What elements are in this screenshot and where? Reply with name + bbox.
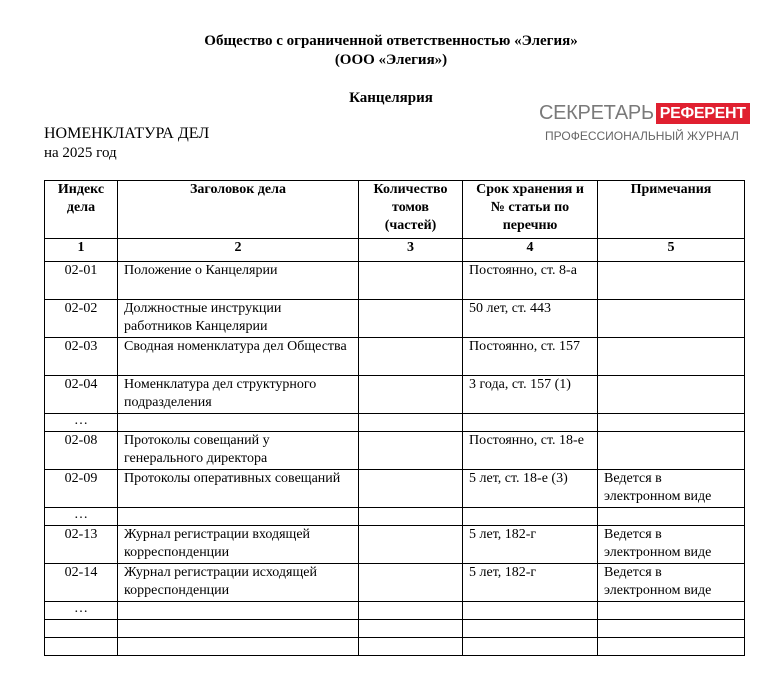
table-row — [45, 338, 745, 376]
cell-storage — [463, 602, 598, 620]
cell-storage: 5 лет, 182-г — [463, 564, 598, 602]
cell-title: Положение о Канцелярии — [118, 262, 359, 300]
cell-volumes — [359, 338, 463, 376]
cell-notes — [598, 414, 745, 432]
cell-index: 02-09 — [45, 470, 118, 508]
cell-index: 02-01 — [45, 262, 118, 300]
cell-notes: Ведется в электронном виде — [598, 526, 745, 564]
cell-index — [45, 638, 118, 656]
cell-storage — [463, 638, 598, 656]
column-number: 1 — [45, 239, 118, 262]
cell-volumes — [359, 526, 463, 564]
cell-title: Журнал регистрации входящей корреспонденции — [118, 526, 359, 564]
cell-index: … — [45, 508, 118, 526]
table-row — [45, 526, 745, 564]
cell-volumes — [359, 638, 463, 656]
cell-storage: 5 лет, ст. 18-е (3) — [463, 470, 598, 508]
column-number: 3 — [359, 239, 463, 262]
column-number: 2 — [118, 239, 359, 262]
cell-storage: Постоянно, ст. 18-е — [463, 432, 598, 470]
logo-word-sekretar: СЕКРЕТАРЬ — [539, 102, 654, 124]
cell-volumes — [359, 564, 463, 602]
cell-volumes — [359, 262, 463, 300]
cell-volumes — [359, 432, 463, 470]
table-row — [45, 508, 745, 526]
cell-volumes — [359, 620, 463, 638]
cell-notes: Ведется в электронном виде — [598, 564, 745, 602]
column-header-index: Индекс дела — [45, 181, 118, 239]
cell-storage: 50 лет, ст. 443 — [463, 300, 598, 338]
cell-title — [118, 414, 359, 432]
logo-subtitle: ПРОФЕССИОНАЛЬНЫЙ ЖУРНАЛ — [545, 129, 739, 143]
org-short-name: (ООО «Элегия») — [334, 52, 448, 68]
column-header-title: Заголовок дела — [118, 181, 359, 239]
cell-volumes — [359, 602, 463, 620]
table-row — [45, 432, 745, 470]
cell-title: Должностные инструкции работников Канцелярии — [118, 300, 359, 338]
cell-notes — [598, 376, 745, 414]
document-year: на 2025 год — [44, 145, 117, 161]
department-name: Канцелярия — [349, 90, 433, 106]
cell-volumes — [359, 376, 463, 414]
cell-index: 02-04 — [45, 376, 118, 414]
cell-index: 02-13 — [45, 526, 118, 564]
magazine-logo — [539, 101, 746, 143]
cell-notes — [598, 432, 745, 470]
cell-title — [118, 602, 359, 620]
column-number: 4 — [463, 239, 598, 262]
table-row — [45, 470, 745, 508]
table-row — [45, 564, 745, 602]
cell-title: Сводная номенклатура дел Общества — [118, 338, 359, 376]
cell-storage: Постоянно, ст. 157 — [463, 338, 598, 376]
nomenclature-table — [44, 180, 745, 656]
table-row — [45, 602, 745, 620]
cell-notes — [598, 338, 745, 376]
table-row — [45, 414, 745, 432]
cell-index: 02-14 — [45, 564, 118, 602]
cell-storage: Постоянно, ст. 8-а — [463, 262, 598, 300]
cell-storage — [463, 508, 598, 526]
column-header-volumes: Количество томов (частей) — [359, 181, 463, 239]
column-header-notes: Примечания — [598, 181, 745, 239]
cell-title: Протоколы совещаний у генерального директора — [118, 432, 359, 470]
cell-index: … — [45, 414, 118, 432]
table-header-row — [45, 181, 745, 239]
cell-storage — [463, 414, 598, 432]
cell-storage — [463, 620, 598, 638]
logo-word-referent: РЕФЕРЕНТ — [656, 103, 750, 124]
cell-volumes — [359, 508, 463, 526]
org-name: Общество с ограниченной ответственностью «Элегия» — [204, 33, 578, 49]
cell-title — [118, 508, 359, 526]
table-row — [45, 262, 745, 300]
cell-storage: 5 лет, 182-г — [463, 526, 598, 564]
cell-title: Номенклатура дел структурного подразделения — [118, 376, 359, 414]
cell-storage: 3 года, ст. 157 (1) — [463, 376, 598, 414]
cell-index — [45, 620, 118, 638]
cell-notes — [598, 638, 745, 656]
table-row — [45, 638, 745, 656]
table-body — [45, 262, 745, 656]
cell-notes — [598, 300, 745, 338]
table-row — [45, 300, 745, 338]
column-number-row — [45, 239, 745, 262]
cell-index: 02-02 — [45, 300, 118, 338]
column-number: 5 — [598, 239, 745, 262]
cell-notes — [598, 620, 745, 638]
table-row — [45, 620, 745, 638]
cell-volumes — [359, 470, 463, 508]
table-row — [45, 376, 745, 414]
cell-notes — [598, 262, 745, 300]
cell-index: 02-03 — [45, 338, 118, 376]
cell-title — [118, 638, 359, 656]
cell-index: 02-08 — [45, 432, 118, 470]
cell-notes: Ведется в электронном виде — [598, 470, 745, 508]
cell-title — [118, 620, 359, 638]
cell-title: Протоколы оперативных совещаний — [118, 470, 359, 508]
cell-index: … — [45, 602, 118, 620]
cell-volumes — [359, 300, 463, 338]
cell-title: Журнал регистрации исходящей корреспонденции — [118, 564, 359, 602]
document-title: НОМЕНКЛАТУРА ДЕЛ — [44, 125, 210, 142]
cell-notes — [598, 508, 745, 526]
cell-notes — [598, 602, 745, 620]
column-header-storage: Срок хранения и № статьи по перечню — [463, 181, 598, 239]
cell-volumes — [359, 414, 463, 432]
